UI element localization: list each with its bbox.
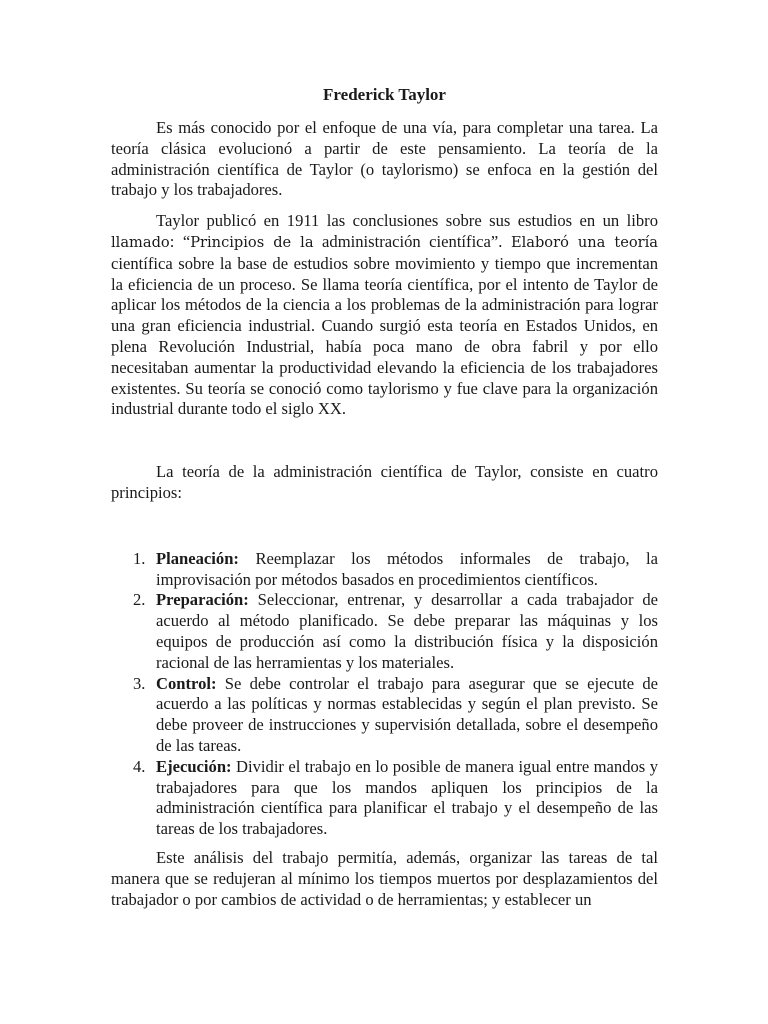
list-item bbox=[111, 590, 658, 673]
paragraph-text: Taylor publicó en 1911 las conclusiones sobre sus estudios en un libro bbox=[156, 211, 658, 231]
paragraph-text-alt-font: llamado bbox=[111, 233, 170, 251]
principle-text: Seleccionar, entrenar, y desarrollar a cada trabajador de acuerdo al método planificado. Se debe preparar las máquinas y los equipos de producción así como la distribución física y la disposición racional de las herramientas y los materiales. bbox=[156, 590, 658, 672]
paragraph-text-alt-font: Principios de la bbox=[190, 233, 314, 251]
principle-term: Preparación: bbox=[156, 590, 249, 610]
principle-term: Planeación: bbox=[156, 548, 239, 568]
list-number: 3. bbox=[133, 673, 146, 693]
paragraph-text: : “ bbox=[169, 231, 191, 251]
paragraph-text: administración científica”. bbox=[313, 231, 511, 251]
paragraph-text: científica sobre la base de estudios sobre movimiento y tiempo que incrementan la eficiencia de un proceso. Se llama teoría científica, por el intento de Taylor de aplicar los métodos de la ciencia a los problemas de la administración para lograr una gran eficiencia industrial. Cuando surgió esta teoría en Estados Unidos, en plena Revolución Industrial, había poca mano de obra fabril y por ello necesitaban aumentar la productividad elevando la eficiencia de los trabajadores existentes. Su teoría se conoció como taylorismo y fue clave para la organización industrial durante todo el siglo XX. bbox=[111, 253, 658, 419]
principle-text: Se debe controlar el trabajo para asegurar que se ejecute de acuerdo a las políticas y normas establecidas y según el plan previsto. Se debe proveer de instrucciones y supervisión detallada, sobre el desempeño de las tareas. bbox=[156, 673, 658, 755]
list-number: 2. bbox=[133, 590, 146, 610]
paragraph-intro: Es más conocido por el enfoque de una vía, para completar una tarea. La teoría clásica evolucionó a partir de este pensamiento. La teoría de la administración científica de Taylor (o taylorismo) se enfoca en la gestión del trabajo y los trabajadores. bbox=[111, 118, 658, 200]
principle-text: Reemplazar los métodos informales de trabajo, la improvisación por métodos basados en procedimientos científicos. bbox=[156, 548, 658, 589]
principles-list bbox=[111, 549, 658, 840]
principle-text: Dividir el trabajo en lo posible de manera igual entre mandos y trabajadores para que los mandos apliquen los principios de la administración científica para planificar el trabajo y el desempeño de las tareas de los trabajadores. bbox=[156, 756, 658, 839]
list-number: 1. bbox=[133, 548, 146, 568]
document-page bbox=[111, 84, 658, 910]
document-title: Frederick Taylor bbox=[323, 85, 446, 104]
list-number: 4. bbox=[133, 756, 146, 776]
spacer bbox=[111, 504, 658, 549]
principle-term: Control: bbox=[156, 673, 217, 693]
paragraph-analysis: Este análisis del trabajo permitía, además, organizar las tareas de tal manera que se redujeran al mínimo los tiempos muertos por desplazamientos del trabajador o por cambios de actividad o de herramientas; y establecer un bbox=[111, 847, 658, 909]
principle-term: Ejecución: bbox=[156, 756, 232, 776]
paragraph-taylor-1911 bbox=[111, 211, 658, 420]
paragraph-text-alt-font: Elaboró una teoría bbox=[510, 233, 658, 251]
paragraph-principles-intro: La teoría de la administración científica de Taylor, consiste en cuatro principios: bbox=[111, 462, 658, 502]
list-item bbox=[111, 674, 658, 757]
list-item bbox=[111, 549, 658, 591]
list-item bbox=[111, 757, 658, 840]
spacer bbox=[111, 420, 658, 462]
